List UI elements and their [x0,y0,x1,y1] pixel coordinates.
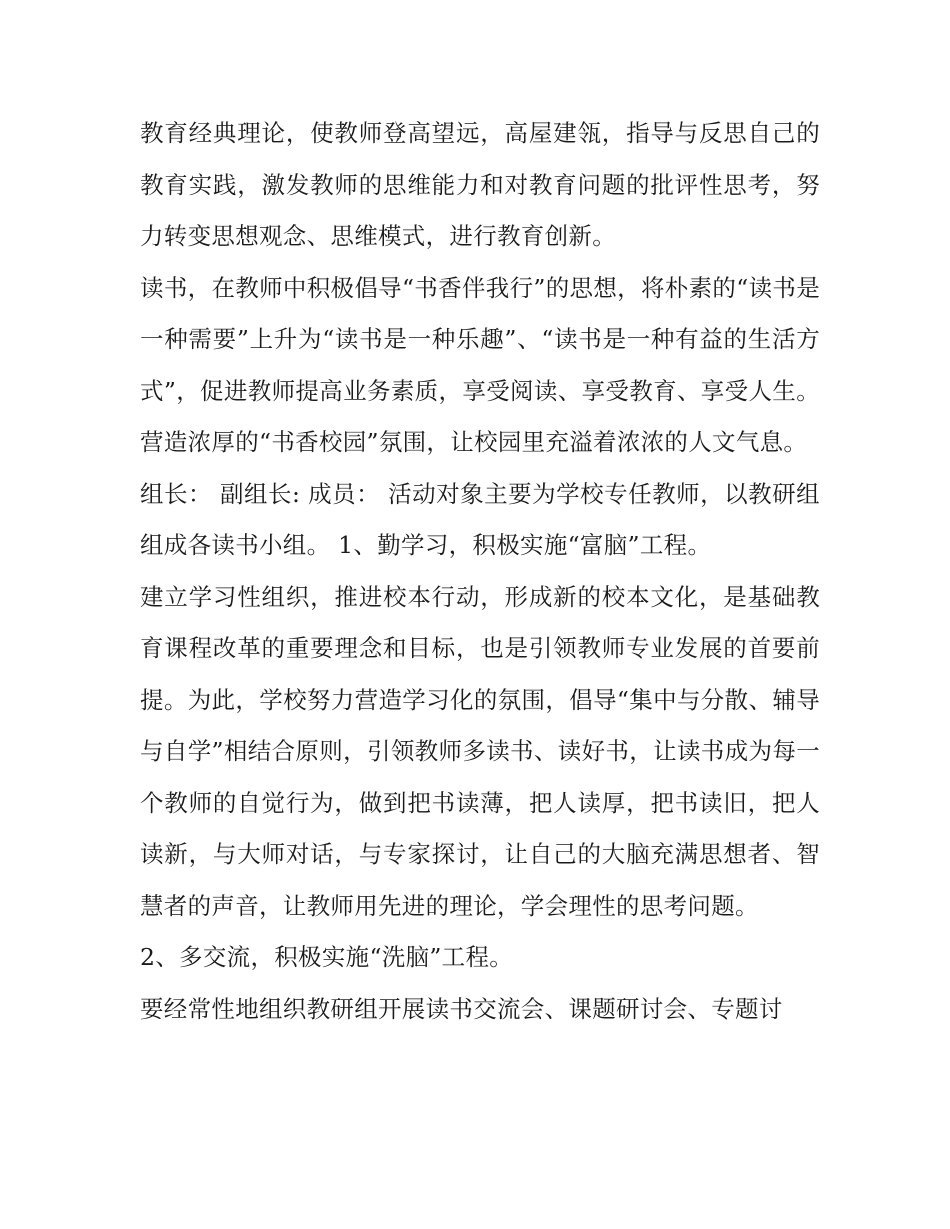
paragraph-reading-advocacy: 读书，在教师中积极倡导“书香伴我行”的思想，将朴素的“读书是一种需要”上升为“读书是一种乐趣”、“读书是一种有益的生活方式”，促进教师提高业务素质，享受阅读、享受教育、享受人生。营造浓厚的“书香校园”氛围，让校园里充溢着浓浓的人文气息。 [140,273,820,456]
paragraph-exchange-heading: 2、多交流，积极实施“洗脑”工程。 [140,943,514,971]
paragraph-theory: 教育经典理论，使教师登高望远，高屋建瓴，指导与反思自己的教育实践，激发教师的思维能力和对教育问题的批评性思考，努力转变思想观念、思维模式，进行教育创新。 [140,119,820,250]
paragraph-exchange-detail: 要经常性地组织教研组开展读书交流会、课题研讨会、专题讨 [140,994,783,1023]
paragraph-learning-organization: 建立学习性组织，推进校本行动，形成新的校本文化，是基础教育课程改革的重要理念和目标，也是引领教师专业发展的首要前提。为此，学校努力营造学习化的氛围，倡导“集中与分散、辅导与自学”相结合原则，引领教师多读书、读好书，让读书成为每一个教师的自觉行为，做到把书读薄，把人读厚，把书读旧，把人读新，与大师对话，与专家探讨，让自己的大脑充满思想者、智慧者的声音，让教师用先进的理论，学会理性的思考问题。 [140,582,820,920]
paragraph-organization: 组长： 副组长: 成员： 活动对象主要为学校专任教师，以教研组组成各读书小组。 1、勤学习，积极实施“富脑”工程。 [140,479,820,559]
document-body [140,108,820,1035]
